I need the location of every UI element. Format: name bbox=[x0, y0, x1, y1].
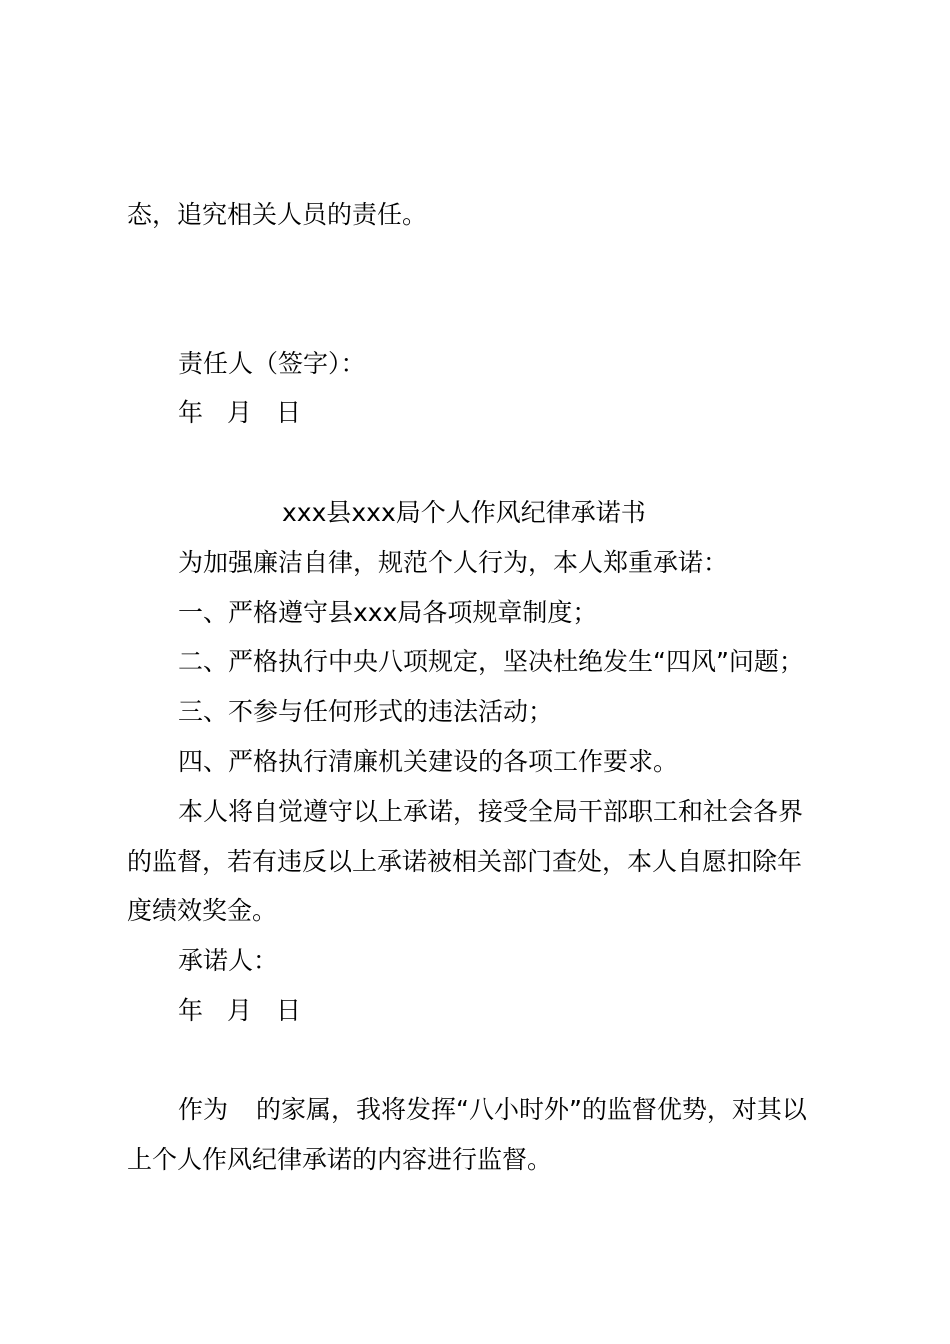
pledge-title: xxx县xxx局个人作风纪律承诺书 bbox=[282, 498, 646, 527]
pledge-item-3: 三、不参与任何形式的违法活动； bbox=[178, 697, 554, 726]
closing-paragraph-line-2: 的监督，若有违反以上承诺被相关部门查处，本人自愿扣除年 bbox=[127, 847, 803, 876]
family-statement-line-2: 上个人作风纪律承诺的内容进行监督。 bbox=[127, 1145, 553, 1174]
date-year: 年 bbox=[178, 996, 204, 1025]
pledge-intro: 为加强廉洁自律，规范个人行为，本人郑重承诺： bbox=[178, 548, 729, 577]
pledge-item-1: 一、严格遵守县xxx局各项规章制度； bbox=[178, 598, 598, 627]
family-statement-line-1 bbox=[178, 1095, 807, 1125]
date-year: 年 bbox=[178, 398, 204, 427]
closing-paragraph-line-1: 本人将自觉遵守以上承诺，接受全局干部职工和社会各界 bbox=[178, 797, 804, 826]
family-statement-rest: 的家属，我将发挥“八小时外”的监督优势，对其以 bbox=[256, 1095, 807, 1124]
pledger-signature-label: 承诺人： bbox=[178, 946, 279, 975]
pledge-item-4: 四、严格执行清廉机关建设的各项工作要求。 bbox=[178, 747, 679, 776]
family-statement-prefix: 作为 bbox=[178, 1095, 229, 1124]
continuation-text: 态，追究相关人员的责任。 bbox=[127, 200, 428, 229]
date-line-1 bbox=[178, 398, 301, 428]
date-day: 日 bbox=[276, 398, 302, 427]
closing-paragraph-line-3: 度绩效奖金。 bbox=[127, 896, 278, 925]
date-month: 月 bbox=[227, 996, 253, 1025]
date-month: 月 bbox=[227, 398, 253, 427]
date-line-2 bbox=[178, 996, 301, 1026]
pledge-item-2: 二、严格执行中央八项规定，坚决杜绝发生“四风”问题； bbox=[178, 647, 804, 676]
responsible-person-signature-label: 责任人（签字）： bbox=[178, 349, 366, 378]
date-day: 日 bbox=[276, 996, 302, 1025]
